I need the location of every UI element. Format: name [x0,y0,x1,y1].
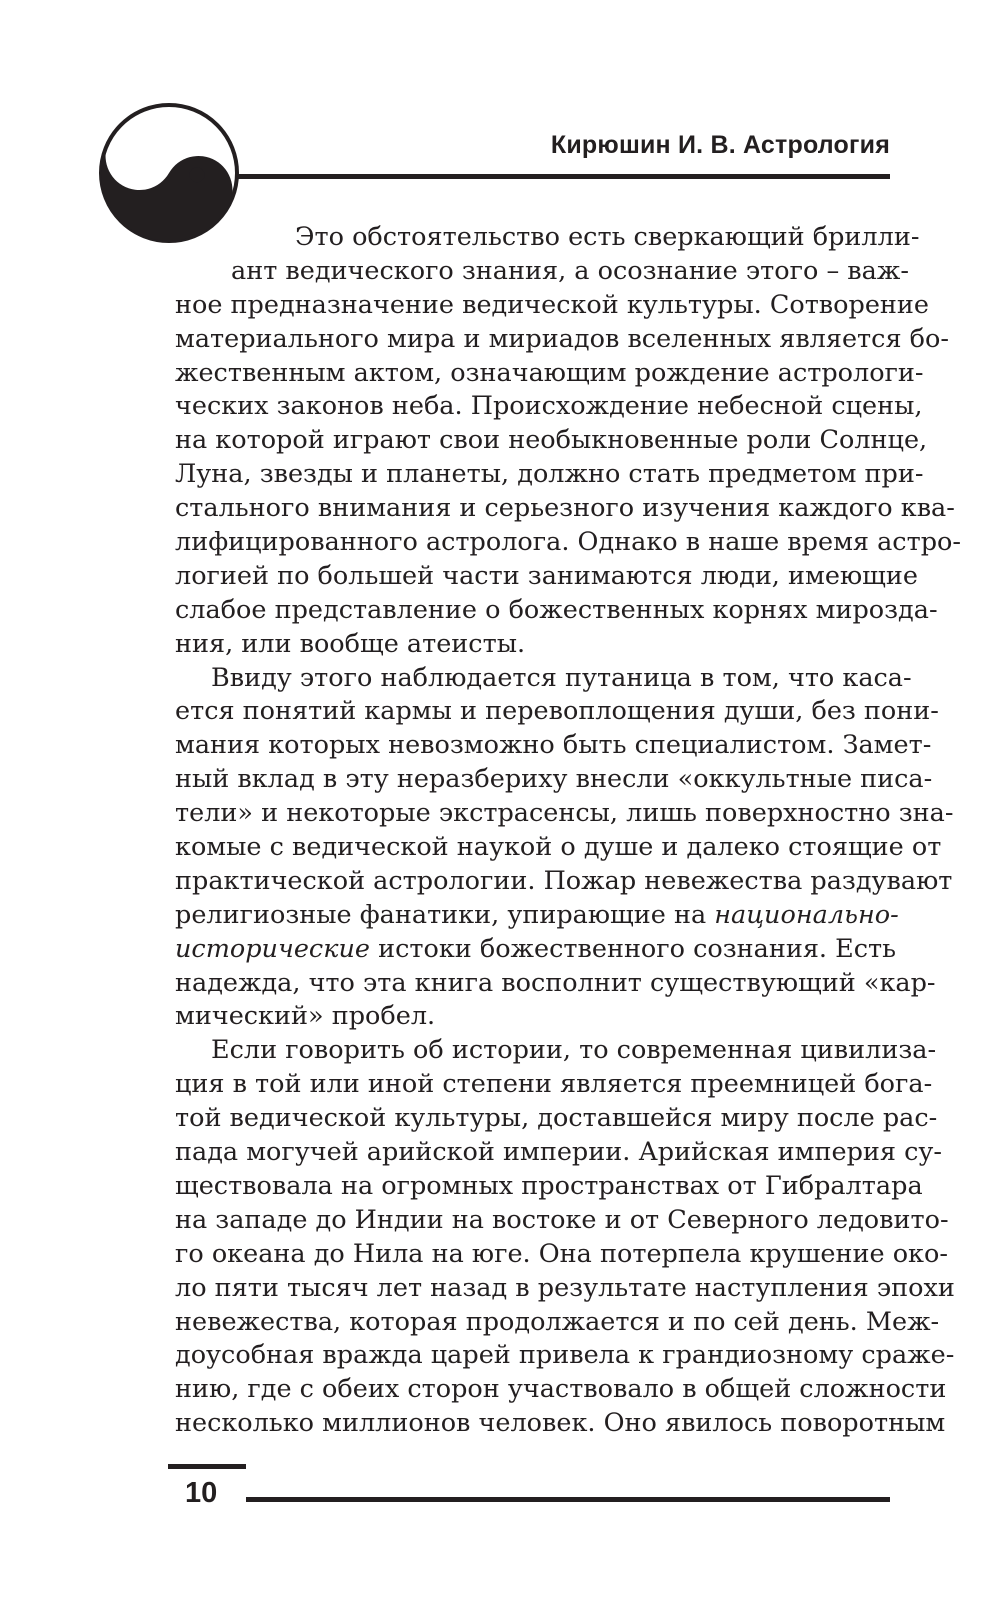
italic-fragment: исторические [175,933,370,964]
text-line: доусобная вражда царей привела к грандиозному сраже- [175,1340,955,1371]
text-line: Луна, звезды и планеты, должно стать предметом при- [175,459,924,490]
text-line: нию, где с обеих сторон участвовало в общей сложности [175,1374,947,1405]
text-line: лифицированного астролога. Однако в наше время астро- [175,527,961,558]
text-line: ется понятий кармы и перевоплощения души, без пони- [175,696,939,727]
text-line: ния, или вообще атеисты. [175,628,526,659]
text-line: комые с ведической наукой о душе и далеко стоящие от [175,832,942,863]
text-line-mixed [175,933,897,967]
text-line: несколько миллионов человек. Оно явилось поворотным [175,1408,946,1439]
text-line: на западе до Индии на востоке и от Северного ледовито- [175,1204,949,1235]
text-line: Если говорить об истории, то современная цивилиза- [211,1035,937,1066]
text-line: слабое представление о божественных корнях мирозда- [175,594,938,625]
text-line: ческих законов неба. Происхождение небесной сцены, [175,391,923,422]
text-line: тели» и некоторые экстрасенсы, лишь поверхностно зна- [175,798,954,829]
footer-short-rule [168,1464,246,1469]
body-text [175,221,961,1441]
text-line: той ведической культуры, доставшейся миру после рас- [175,1103,938,1134]
text-line: ло пяти тысяч лет назад в результате наступления эпохи [175,1272,955,1303]
text-line: го океана до Нила на юге. Она потерпела крушение око- [175,1238,948,1269]
header-rule [238,174,890,179]
text-line: надежда, что эта книга восполнит существующий «кар- [175,967,936,998]
text-fragment: религиозные фанатики, упирающие на [175,899,707,930]
page-number: 10 [185,1477,218,1509]
text-line: ществовала на огромных пространствах от Гибралтара [175,1170,923,1201]
text-line: невежества, которая продолжается и по сей день. Меж- [175,1306,940,1337]
text-line: логией по большей части занимаются люди, имеющие [175,560,918,591]
text-line: мический» пробел. [175,1001,436,1032]
text-line: Это обстоятельство есть сверкающий брилли- [295,222,920,252]
italic-fragment: национально- [714,899,899,930]
text-line: материального мира и мириадов вселенных является бо- [175,323,949,354]
text-line: ция в той или иной степени является преемницей бога- [175,1069,933,1100]
text-line: Ввиду этого наблюдается путаница в том, что каса- [211,662,912,693]
text-line: пада могучей арийской империи. Арийская империя су- [175,1137,943,1168]
text-line: практической астрологии. Пожар невежества раздувают [175,865,953,896]
text-line: стального внимания и серьезного изучения каждого ква- [175,493,955,524]
text-fragment: истоки божественного сознания. Есть [378,933,897,964]
text-line: ное предназначение ведической культуры. Сотворение [175,289,930,320]
text-line: ный вклад в эту неразбериху внесли «оккультные писа- [175,764,933,795]
running-header-title: Кирюшин И. В. Астрология [550,131,890,159]
text-line: ант ведического знания, а осознание этого – важ- [231,255,909,286]
footer-rule [246,1497,890,1502]
text-line-mixed [175,899,899,933]
text-line: жественным актом, означающим рождение астрологи- [175,357,924,388]
text-line: на которой играют свои необыкновенные роли Солнце, [175,425,928,456]
text-line: мания которых невозможно быть специалистом. Замет- [175,730,932,761]
